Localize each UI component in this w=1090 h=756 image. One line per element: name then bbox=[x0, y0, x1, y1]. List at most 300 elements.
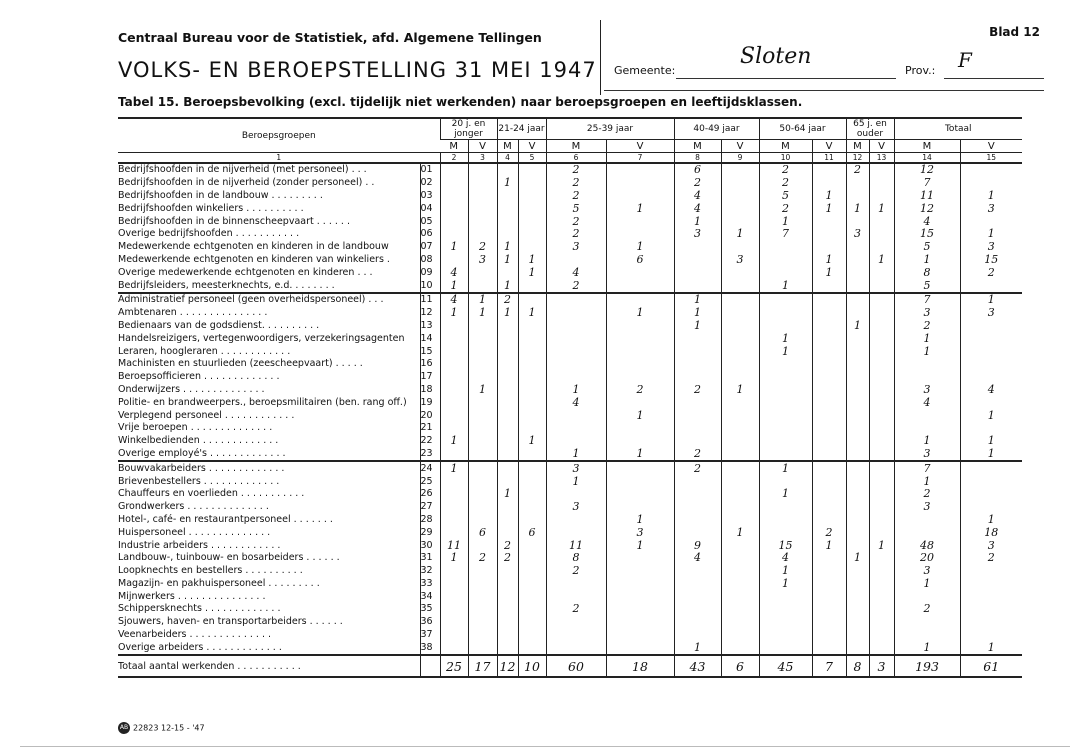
cell-value: 1 bbox=[606, 241, 674, 254]
cell-value bbox=[846, 266, 869, 279]
cell-value bbox=[869, 371, 894, 384]
cell-value bbox=[518, 371, 546, 384]
cell-value bbox=[721, 396, 759, 409]
cell-value: 1 bbox=[674, 641, 721, 655]
cell-value: 1 bbox=[497, 177, 518, 190]
cell-value bbox=[894, 358, 960, 371]
cell-value: 12 bbox=[894, 202, 960, 215]
cell-value: 2 bbox=[759, 163, 812, 177]
print-code-text: 22823 12-15 - '47 bbox=[133, 723, 205, 733]
cell-value: 1 bbox=[759, 488, 812, 501]
cell-value bbox=[606, 603, 674, 616]
cell-value bbox=[606, 461, 674, 475]
cell-value: 1 bbox=[759, 461, 812, 475]
cell-value bbox=[674, 358, 721, 371]
row-label: Sjouwers, haven- en transportarbeiders . . . . . . bbox=[118, 616, 343, 628]
cell-value bbox=[674, 241, 721, 254]
cell-value bbox=[894, 409, 960, 422]
cell-value bbox=[812, 629, 846, 642]
cell-value bbox=[468, 616, 497, 629]
cell-value bbox=[606, 501, 674, 514]
cell-value bbox=[518, 241, 546, 254]
cell-value bbox=[846, 293, 869, 307]
cell-value bbox=[846, 475, 869, 488]
cell-value bbox=[546, 578, 606, 591]
cell-value bbox=[869, 488, 894, 501]
cell-value bbox=[468, 345, 497, 358]
cell-value bbox=[960, 371, 1022, 384]
cell-value bbox=[518, 475, 546, 488]
row-code: 30 bbox=[420, 539, 440, 552]
cell-value bbox=[759, 307, 812, 320]
table-row bbox=[118, 279, 1022, 293]
cell-value: 7 bbox=[894, 461, 960, 475]
form-title: VOLKS- EN BEROEPSTELLING 31 MEI 1947 bbox=[118, 58, 597, 82]
cell-value bbox=[846, 590, 869, 603]
cell-value: 1 bbox=[674, 320, 721, 333]
cell-value bbox=[497, 501, 518, 514]
col-header-age-21-24: 21-24 jaar bbox=[497, 118, 546, 140]
cell-value: 1 bbox=[721, 526, 759, 539]
row-label: Brievenbestellers . . . . . . . . . . . . . bbox=[118, 475, 280, 487]
cell-value bbox=[846, 371, 869, 384]
table-row bbox=[118, 163, 1022, 177]
table-row bbox=[118, 228, 1022, 241]
row-label: Overige bedrijfshoofden . . . . . . . . . . . bbox=[118, 228, 300, 240]
cell-value bbox=[812, 358, 846, 371]
cell-value: 18 bbox=[960, 526, 1022, 539]
cell-value bbox=[497, 616, 518, 629]
cell-value: 2 bbox=[674, 177, 721, 190]
cell-value: 1 bbox=[497, 279, 518, 293]
cell-value bbox=[440, 616, 468, 629]
cell-value bbox=[812, 488, 846, 501]
cell-value: 4 bbox=[894, 396, 960, 409]
row-label: Hotel-, café- en restaurantpersoneel . . . . . . . bbox=[118, 513, 333, 525]
col-sex-12: M bbox=[846, 140, 869, 153]
cell-value bbox=[846, 461, 869, 475]
cell-value: 15 bbox=[759, 539, 812, 552]
cell-value bbox=[960, 475, 1022, 488]
cell-value: 5 bbox=[546, 202, 606, 215]
cell-value bbox=[497, 578, 518, 591]
row-code: 25 bbox=[420, 475, 440, 488]
cell-value: 2 bbox=[894, 603, 960, 616]
cell-value bbox=[721, 371, 759, 384]
cell-value bbox=[546, 293, 606, 307]
row-code: 28 bbox=[420, 514, 440, 527]
row-code: 32 bbox=[420, 565, 440, 578]
cell-value: 6 bbox=[606, 254, 674, 267]
cell-value bbox=[518, 332, 546, 345]
cell-value bbox=[497, 461, 518, 475]
row-code: 22 bbox=[420, 435, 440, 448]
cell-value: 11 bbox=[546, 539, 606, 552]
cell-value: 3 bbox=[674, 228, 721, 241]
cell-value bbox=[869, 163, 894, 177]
cell-value bbox=[721, 266, 759, 279]
cell-value bbox=[812, 578, 846, 591]
cell-value: 3 bbox=[721, 254, 759, 267]
cell-value bbox=[468, 488, 497, 501]
cell-value: 3 bbox=[606, 526, 674, 539]
cell-value bbox=[846, 565, 869, 578]
org-name: Centraal Bureau voor de Statistiek, afd. Algemene Tellingen bbox=[118, 30, 542, 45]
row-label: Politie- en brandweerpers., beroepsmilitairen (ben. rang off.) bbox=[118, 396, 407, 408]
cell-value bbox=[960, 332, 1022, 345]
gemeente-label: Gemeente: bbox=[614, 64, 676, 77]
cell-value bbox=[518, 616, 546, 629]
cell-value bbox=[674, 254, 721, 267]
cell-value bbox=[721, 409, 759, 422]
cell-value bbox=[674, 526, 721, 539]
cell-value bbox=[812, 241, 846, 254]
cell-value: 1 bbox=[674, 307, 721, 320]
cell-value bbox=[468, 396, 497, 409]
cell-value bbox=[606, 279, 674, 293]
cell-value bbox=[468, 409, 497, 422]
row-code: 06 bbox=[420, 228, 440, 241]
row-label: Bedienaars van de godsdienst. . . . . . . . . . bbox=[118, 319, 320, 331]
cell-value bbox=[468, 202, 497, 215]
cell-value bbox=[960, 461, 1022, 475]
cell-value: 1 bbox=[518, 266, 546, 279]
col-sex-2: M bbox=[440, 140, 468, 153]
cell-value bbox=[468, 435, 497, 448]
cell-value bbox=[497, 190, 518, 203]
cell-value bbox=[846, 384, 869, 397]
cell-value bbox=[440, 603, 468, 616]
row-code: 05 bbox=[420, 215, 440, 228]
cell-value bbox=[497, 514, 518, 527]
col-header-age-65: 65 j. en ouder bbox=[846, 118, 894, 140]
cell-value bbox=[869, 461, 894, 475]
table-row bbox=[118, 641, 1022, 655]
cell-value bbox=[546, 307, 606, 320]
cell-value: 3 bbox=[546, 461, 606, 475]
cell-value bbox=[497, 358, 518, 371]
cell-value bbox=[546, 345, 606, 358]
cell-value: 25 bbox=[440, 655, 468, 677]
row-label: Machinisten en stuurlieden (zeescheepvaart) . . . . . bbox=[118, 358, 363, 370]
cell-value: 2 bbox=[546, 565, 606, 578]
cell-value bbox=[721, 501, 759, 514]
cell-value bbox=[440, 371, 468, 384]
cell-value bbox=[497, 526, 518, 539]
cell-value: 60 bbox=[546, 655, 606, 677]
cell-value bbox=[812, 448, 846, 462]
cell-value bbox=[440, 228, 468, 241]
cell-value: 15 bbox=[894, 228, 960, 241]
cell-value: 1 bbox=[440, 279, 468, 293]
cell-value bbox=[721, 190, 759, 203]
cell-value bbox=[440, 202, 468, 215]
cell-value bbox=[440, 590, 468, 603]
cell-value: 1 bbox=[960, 514, 1022, 527]
cell-value bbox=[759, 358, 812, 371]
cell-value bbox=[846, 616, 869, 629]
cell-value bbox=[468, 461, 497, 475]
cell-value: 2 bbox=[846, 163, 869, 177]
table-row bbox=[118, 603, 1022, 616]
row-code: 16 bbox=[420, 358, 440, 371]
cell-value bbox=[960, 422, 1022, 435]
cell-value: 193 bbox=[894, 655, 960, 677]
cell-value bbox=[674, 603, 721, 616]
cell-value bbox=[894, 514, 960, 527]
cell-value bbox=[846, 603, 869, 616]
cell-value: 1 bbox=[606, 409, 674, 422]
table-row bbox=[118, 371, 1022, 384]
cell-value bbox=[497, 228, 518, 241]
cell-value: 2 bbox=[497, 552, 518, 565]
col-sex-8: M bbox=[674, 140, 721, 153]
cell-value bbox=[721, 202, 759, 215]
cell-value bbox=[606, 629, 674, 642]
cell-value bbox=[869, 293, 894, 307]
table-row bbox=[118, 488, 1022, 501]
cell-value bbox=[721, 241, 759, 254]
cell-value bbox=[468, 332, 497, 345]
cell-value bbox=[518, 629, 546, 642]
cell-value bbox=[468, 371, 497, 384]
cell-value bbox=[869, 448, 894, 462]
cell-value bbox=[440, 396, 468, 409]
cell-value: 1 bbox=[497, 241, 518, 254]
cell-value bbox=[869, 603, 894, 616]
table-row bbox=[118, 396, 1022, 409]
cell-value: 1 bbox=[440, 552, 468, 565]
cell-value bbox=[721, 177, 759, 190]
cell-value: 2 bbox=[759, 177, 812, 190]
cell-value bbox=[546, 435, 606, 448]
cell-value bbox=[812, 552, 846, 565]
cell-value bbox=[497, 396, 518, 409]
cell-value bbox=[846, 526, 869, 539]
cell-value: 2 bbox=[960, 266, 1022, 279]
cell-value bbox=[721, 332, 759, 345]
row-code: 07 bbox=[420, 241, 440, 254]
row-code: 19 bbox=[420, 396, 440, 409]
cell-value: 1 bbox=[440, 461, 468, 475]
cell-value: 4 bbox=[960, 384, 1022, 397]
cell-value bbox=[721, 488, 759, 501]
cell-value: 1 bbox=[960, 190, 1022, 203]
cell-value bbox=[497, 371, 518, 384]
cell-value: 2 bbox=[546, 177, 606, 190]
row-code: 14 bbox=[420, 332, 440, 345]
cell-value bbox=[468, 514, 497, 527]
cell-value bbox=[869, 332, 894, 345]
cell-value bbox=[440, 384, 468, 397]
cell-value bbox=[846, 254, 869, 267]
cell-value bbox=[812, 435, 846, 448]
table-row bbox=[118, 320, 1022, 333]
row-code bbox=[420, 655, 440, 677]
cell-value bbox=[894, 590, 960, 603]
cell-value bbox=[846, 241, 869, 254]
cell-value: 2 bbox=[894, 320, 960, 333]
table-row bbox=[118, 475, 1022, 488]
cell-value bbox=[721, 616, 759, 629]
cell-value bbox=[759, 384, 812, 397]
cell-value bbox=[812, 603, 846, 616]
cell-value: 6 bbox=[721, 655, 759, 677]
cell-value bbox=[518, 320, 546, 333]
cell-value bbox=[674, 435, 721, 448]
prov-value: F bbox=[958, 48, 972, 72]
cell-value bbox=[546, 526, 606, 539]
cell-value bbox=[468, 190, 497, 203]
cell-value bbox=[846, 396, 869, 409]
cell-value bbox=[468, 163, 497, 177]
cell-value bbox=[497, 163, 518, 177]
row-code: 35 bbox=[420, 603, 440, 616]
cell-value bbox=[960, 565, 1022, 578]
table-row bbox=[118, 578, 1022, 591]
col-header-beroepsgroepen: Beroepsgroepen bbox=[118, 118, 440, 153]
cell-value: 10 bbox=[518, 655, 546, 677]
cell-value bbox=[960, 320, 1022, 333]
table-row bbox=[118, 461, 1022, 475]
cell-value: 1 bbox=[440, 435, 468, 448]
cell-value bbox=[497, 215, 518, 228]
cell-value: 1 bbox=[894, 475, 960, 488]
sheet-number: Blad 12 bbox=[989, 25, 1040, 39]
cell-value bbox=[721, 629, 759, 642]
cell-value bbox=[674, 332, 721, 345]
cell-value bbox=[846, 215, 869, 228]
cell-value bbox=[812, 514, 846, 527]
cell-value bbox=[869, 396, 894, 409]
cell-value bbox=[721, 552, 759, 565]
cell-value bbox=[759, 422, 812, 435]
cell-value bbox=[674, 488, 721, 501]
row-label: Huispersoneel . . . . . . . . . . . . . . bbox=[118, 526, 271, 538]
cell-value bbox=[497, 422, 518, 435]
row-code: 29 bbox=[420, 526, 440, 539]
cell-value: 1 bbox=[606, 307, 674, 320]
page-bottom-line bbox=[20, 746, 1070, 747]
cell-value: 1 bbox=[440, 241, 468, 254]
cell-value bbox=[846, 501, 869, 514]
cell-value bbox=[440, 488, 468, 501]
cell-value bbox=[869, 358, 894, 371]
cell-value bbox=[546, 641, 606, 655]
cell-value bbox=[468, 279, 497, 293]
cell-value bbox=[546, 616, 606, 629]
cell-value bbox=[606, 371, 674, 384]
cell-value: 1 bbox=[846, 552, 869, 565]
cell-value: 2 bbox=[546, 279, 606, 293]
col-number-11: 11 bbox=[812, 153, 846, 164]
gemeente-field-line bbox=[676, 78, 896, 79]
prov-field-line bbox=[944, 78, 1044, 79]
cell-value: 1 bbox=[606, 514, 674, 527]
cell-value bbox=[606, 616, 674, 629]
cell-value bbox=[440, 358, 468, 371]
cell-value bbox=[497, 565, 518, 578]
cell-value bbox=[468, 539, 497, 552]
table-row bbox=[118, 332, 1022, 345]
cell-value: 5 bbox=[894, 241, 960, 254]
row-code: 17 bbox=[420, 371, 440, 384]
cell-value: 7 bbox=[759, 228, 812, 241]
cell-value bbox=[440, 345, 468, 358]
cell-value: 1 bbox=[759, 578, 812, 591]
cell-value bbox=[869, 409, 894, 422]
cell-value: 1 bbox=[869, 539, 894, 552]
row-code: 03 bbox=[420, 190, 440, 203]
cell-value bbox=[468, 501, 497, 514]
cell-value bbox=[440, 177, 468, 190]
cell-value: 1 bbox=[468, 293, 497, 307]
cell-value bbox=[440, 578, 468, 591]
cell-value bbox=[894, 371, 960, 384]
cell-value bbox=[674, 578, 721, 591]
cell-value bbox=[468, 578, 497, 591]
col-number-2: 2 bbox=[440, 153, 468, 164]
row-label: Loopknechts en bestellers . . . . . . . . . . bbox=[118, 565, 303, 577]
cell-value: 1 bbox=[869, 202, 894, 215]
cell-value bbox=[846, 332, 869, 345]
table-row bbox=[118, 514, 1022, 527]
cell-value: 1 bbox=[606, 539, 674, 552]
cell-value bbox=[440, 448, 468, 462]
cell-value bbox=[869, 501, 894, 514]
cell-value bbox=[606, 578, 674, 591]
cell-value bbox=[812, 345, 846, 358]
cell-value bbox=[869, 384, 894, 397]
cell-value: 2 bbox=[674, 448, 721, 462]
cell-value bbox=[812, 177, 846, 190]
cell-value bbox=[497, 590, 518, 603]
row-label: Bedrijfshoofden winkeliers . . . . . . . . . . bbox=[118, 202, 304, 214]
cell-value: 3 bbox=[468, 254, 497, 267]
cell-value bbox=[759, 254, 812, 267]
cell-value: 1 bbox=[440, 307, 468, 320]
cell-value bbox=[721, 215, 759, 228]
cell-value bbox=[606, 590, 674, 603]
cell-value bbox=[759, 448, 812, 462]
cell-value: 2 bbox=[546, 163, 606, 177]
cell-value: 43 bbox=[674, 655, 721, 677]
cell-value: 5 bbox=[759, 190, 812, 203]
row-label: Grondwerkers . . . . . . . . . . . . . . bbox=[118, 501, 269, 513]
header-rule bbox=[604, 90, 1044, 91]
row-code: 20 bbox=[420, 409, 440, 422]
cell-value bbox=[759, 590, 812, 603]
cell-value: 2 bbox=[894, 488, 960, 501]
cell-value bbox=[606, 422, 674, 435]
cell-value bbox=[518, 641, 546, 655]
cell-value bbox=[960, 616, 1022, 629]
cell-value bbox=[497, 475, 518, 488]
cell-value bbox=[468, 475, 497, 488]
cell-value bbox=[869, 177, 894, 190]
table-row bbox=[118, 422, 1022, 435]
col-sex-13: V bbox=[869, 140, 894, 153]
cell-value bbox=[674, 371, 721, 384]
cell-value bbox=[674, 279, 721, 293]
cell-value bbox=[759, 409, 812, 422]
cell-value bbox=[846, 422, 869, 435]
cell-value bbox=[518, 293, 546, 307]
cell-value bbox=[606, 293, 674, 307]
cell-value: 11 bbox=[440, 539, 468, 552]
cell-value: 8 bbox=[894, 266, 960, 279]
cell-value bbox=[606, 358, 674, 371]
